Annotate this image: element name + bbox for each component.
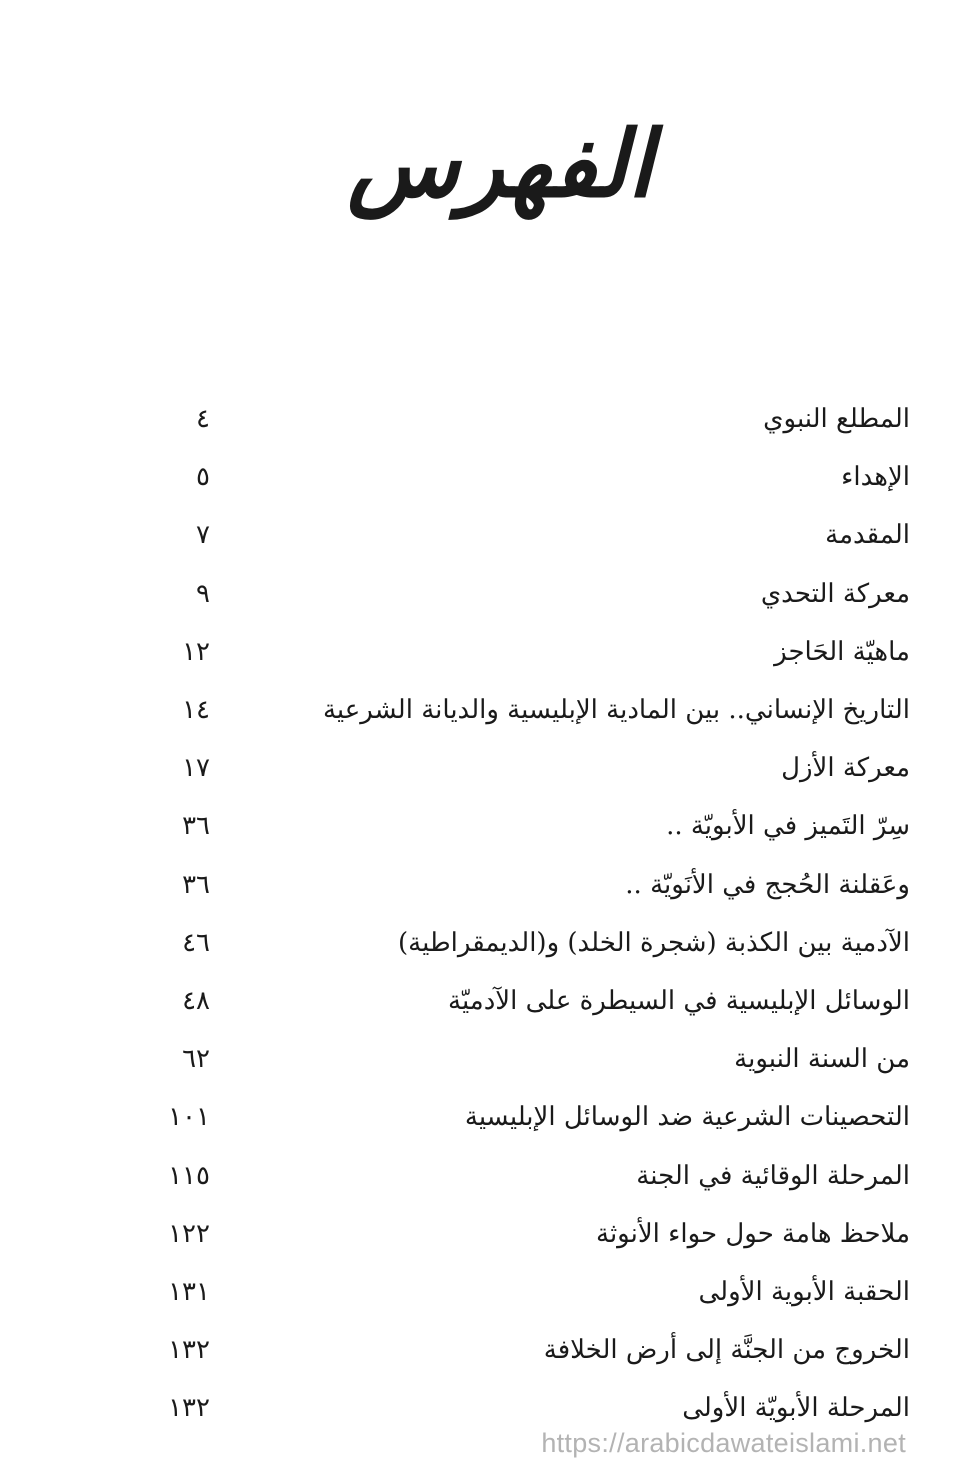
toc-entry[interactable] [140, 565, 910, 623]
toc-title: سِرّ التَميز في الأبويّة .. [666, 811, 910, 842]
toc-page-number: ١١٥ [168, 1160, 210, 1191]
toc-title: التاريخ الإنساني.. بين المادية الإبليسية والديانة الشرعية [322, 695, 910, 726]
toc-page-number: ٥ [196, 462, 210, 493]
toc-entry[interactable] [140, 797, 910, 855]
toc-page-number: ٧ [196, 520, 210, 551]
toc-page-number: ١٤ [182, 695, 210, 726]
toc-entry[interactable] [140, 914, 910, 972]
toc-page-number: ١٣٢ [168, 1393, 210, 1424]
toc-entry[interactable] [140, 390, 910, 448]
toc-entry[interactable] [140, 506, 910, 564]
table-of-contents [140, 390, 910, 1437]
toc-title: المرحلة الأبويّة الأولى [682, 1393, 910, 1424]
toc-title: معركة الأزل [781, 753, 910, 784]
toc-entry[interactable] [140, 1321, 910, 1379]
toc-page-number: ١٠١ [168, 1102, 210, 1133]
toc-page-number: ٤٦ [182, 927, 210, 958]
toc-title: الوسائل الإبليسية في السيطرة على الآدميّة [448, 985, 910, 1016]
toc-title: الخروج من الجنَّة إلى أرض الخلافة [543, 1335, 910, 1366]
toc-title: الحقبة الأبوية الأولى [698, 1276, 910, 1307]
toc-page-number: ٦٢ [182, 1044, 210, 1075]
toc-title: التحصينات الشرعية ضد الوسائل الإبليسية [464, 1102, 910, 1133]
toc-title: المرحلة الوقائية في الجنة [636, 1160, 910, 1191]
toc-page-number: ١٣١ [168, 1276, 210, 1307]
toc-title: الإهداء [841, 462, 910, 493]
toc-page-number: ٤٨ [182, 985, 210, 1016]
toc-page-number: ٩ [196, 578, 210, 609]
toc-title: من السنة النبوية [734, 1044, 910, 1075]
toc-entry[interactable] [140, 856, 910, 914]
toc-page-number: ٣٦ [182, 869, 210, 900]
toc-entry[interactable] [140, 972, 910, 1030]
page-title: الفهرس [347, 110, 653, 218]
toc-entry[interactable] [140, 448, 910, 506]
toc-entry[interactable] [140, 739, 910, 797]
toc-title: معركة التحدي [760, 578, 910, 609]
toc-entry[interactable] [140, 623, 910, 681]
toc-entry[interactable] [140, 1030, 910, 1088]
toc-title: ماهيّة الحَاجز [774, 636, 910, 667]
toc-title: الآدمية بين الكذبة (شجرة الخلد) و(الديمقراطية) [398, 927, 910, 958]
toc-entry[interactable] [140, 1088, 910, 1146]
watermark-url: https://arabicdawateislami.net [541, 1428, 906, 1458]
toc-title: المقدمة [825, 520, 910, 551]
toc-page-number: ١٧ [182, 753, 210, 784]
toc-entry[interactable] [140, 681, 910, 739]
toc-page-number: ١٢٢ [168, 1218, 210, 1249]
toc-title: وعَقلنة الحُجج في الأنَويّة .. [625, 869, 910, 900]
toc-title: ملاحظ هامة حول حواء الأنوثة [596, 1218, 910, 1249]
toc-page-number: ١٣٢ [168, 1335, 210, 1366]
toc-page-number: ٤ [196, 404, 210, 435]
toc-page-number: ٣٦ [182, 811, 210, 842]
toc-entry[interactable] [140, 1205, 910, 1263]
toc-title: المطلع النبوي [763, 404, 910, 435]
toc-entry[interactable] [140, 1263, 910, 1321]
toc-page-number: ١٢ [182, 636, 210, 667]
toc-entry[interactable] [140, 1146, 910, 1204]
